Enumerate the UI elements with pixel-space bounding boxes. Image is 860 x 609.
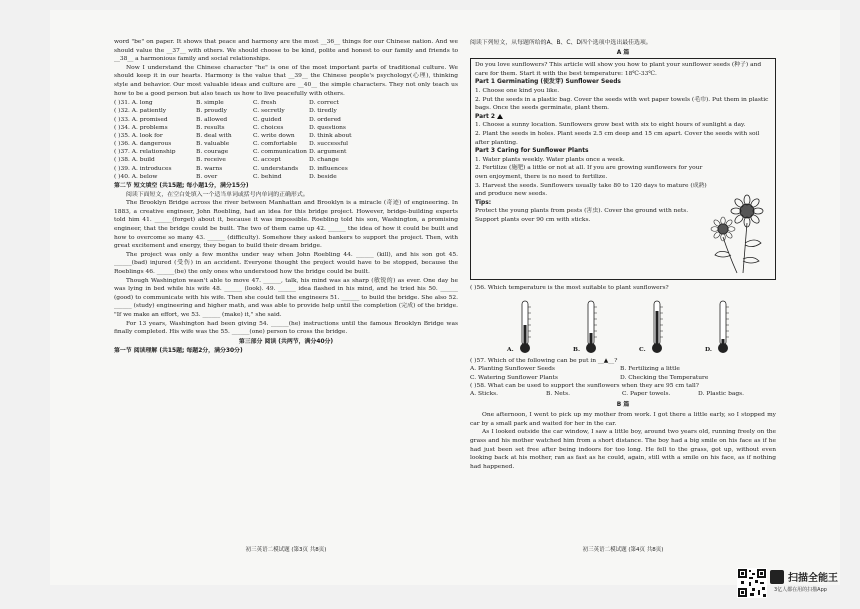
- box-line: 1. Choose a sunny location. Sunflowers grow best with six to eight hours of sunlight a day.: [475, 122, 746, 129]
- passage-paragraph: Though Washington wasn't able to move 47. ______, talk, his mind was as sharp (敏锐的) as ever. One day he was lying in bed while his wife 48. ______ (look). 49. ______ idea flashed in his mind, and he tried his 50. ______ (good) to communicate with his wife. Then she could tell the engineers 51. ______ to build the bridge. She also 52. ______ (study) engineering and higher math, and was able to provide help until the completion (完成) of the bridge. "If we make an effort, we 53. ______ (make) it," she said.: [114, 277, 458, 318]
- passage-a-title: A 篇: [616, 49, 630, 56]
- question-57: ( )57. Which of the following can be put in __▲__?: [470, 357, 618, 364]
- option-row: ( )31. A. long B. simple C. fresh D. correct: [114, 100, 339, 107]
- option-row: ( )32. A. patiently B. proudly C. secretly D. tiredly: [114, 108, 337, 115]
- box-line: 2. Put the seeds in a plastic bag. Cover the seeds with wet paper towels (毛巾). Put them in plastic bags. Once the seeds germinate, plant them.: [475, 96, 769, 112]
- page-footer: 初三英语二模试题 (第4页 共8页): [582, 547, 664, 554]
- passage-paragraph: For 13 years, Washington had been giving 54. ______(he) instructions until the famous Brooklyn Bridge was finally completed. His wife was the 55. ______(one) person to cross the bridge.: [114, 320, 458, 336]
- box-line: Support plants over 90 cm with sticks.: [475, 216, 591, 223]
- question-58: ( )58. What can be used to support the sunflowers when they are 95 cm tall?: [470, 382, 699, 389]
- box-heading: Part 3 Caring for Sunflower Plants: [475, 148, 589, 155]
- question-56: ( )56. Which temperature is the most suitable to plant sunflowers?: [470, 285, 669, 292]
- section-instruction: 阅读下列短文，从每题所给的A、B、C、D四个选项中选出最佳选项。: [470, 40, 652, 46]
- box-line: Protect the young plants from pests (害虫). Cover the ground with nets.: [475, 208, 689, 215]
- q58-options-row: A. Sticks. B. Nets. C. Paper towels. D. Plastic bags.: [470, 391, 745, 398]
- passage-paragraph: The project was only a few months under way when John Roebling 44. ______ (kill), and his son got 45. ______(bad) injured (受伤) in an accident. Everyone thought the project would have to be stopped, because the Roeblings 46. ______(be) the only ones who understood how the bridge could be built.: [114, 251, 458, 275]
- q57-options-row: C. Watering Sunflower Plants D. Checking the Temperature: [470, 374, 709, 381]
- sunflower-illustration: [707, 193, 769, 275]
- section-title: 第二节 短文填空 (共15题; 每小题1分，满分15分): [114, 183, 249, 190]
- box-line: 2. Plant the seeds in holes. Plant seeds 2.5 cm deep and 15 cm apart. Cover the seeds with soil after planting.: [475, 130, 760, 146]
- qr-code-icon: [737, 568, 767, 598]
- option-row: ( )38. A. build B. receive C. accept D. change: [114, 157, 339, 164]
- passage-paragraph: word "be" on paper. It shows that peace and harmony are the most __36__ things for our Chinese nation. And we should value the __37__ with others. We should choose to be kind, polite and honest to our family and friends to __38__ a harmonious family and social relationships.: [114, 39, 458, 63]
- options-table: [114, 99, 458, 181]
- box-line: Do you love sunflowers? This article will show you how to plant your sunflower seeds (种子) and care for them. Start it with the best temperature: 18℃-33℃.: [475, 62, 762, 77]
- section-instruction: 阅读下面短文，在空白处填入一个适当单词或括号内单词的正确形式。: [126, 191, 309, 198]
- thermometer-options: [494, 299, 758, 355]
- camscanner-logo-icon: [770, 570, 784, 584]
- thermometer-option-c: C.: [639, 299, 679, 355]
- option-row: ( )40. A. below B. over C. behind D. beside: [114, 173, 337, 180]
- box-line: 1. Water plants weekly. Water plants once a week.: [475, 156, 625, 163]
- passage-paragraph: As I looked outside the car window, I saw a little boy, around two years old, running freely on the grass and his mother watched him from a short distance. The boy had a big smile on his face as if he had just been set free after being indoors for too long. He fell to the grass, got up, without even looking back at his mother, ran as fast as he could, again, still with a smile on his face, as if nothing had happened.: [470, 429, 776, 470]
- thermometer-option-d: D.: [705, 299, 745, 355]
- box-heading: Part 1 Germinating (使发芽) Sunflower Seeds: [475, 79, 621, 86]
- passage-a-box: [470, 58, 776, 280]
- passage-paragraph: One afternoon, I went to pick up my mother from work. I got there a little early, so I stopped my car by a small park and waited for her in the car.: [470, 412, 776, 427]
- passage-paragraph: Now I understand the Chinese character "he" is one of the most important parts of traditional culture. We should keep it in our hearts. Harmony is the value that __39__ the Chinese people's psychology(心理), thinking style and behavior. Our most valuable ideas and culture are __40__ the simple characters. They not only teach us how to be a good person but also teach us how to live peacefully with others.: [114, 64, 458, 97]
- page-right: [470, 38, 776, 559]
- scanner-brand: 扫描全能王: [788, 573, 838, 584]
- part-title: 第三部分 阅读 (共两节，满分40分): [238, 338, 334, 345]
- option-row: ( )39. A. introduces B. warns C. understands D. influences: [114, 165, 348, 172]
- thermometer-option-b: B.: [573, 299, 613, 355]
- option-row: ( )37. A. relationship B. courage C. communication D. argument: [114, 149, 347, 156]
- box-line: 1. Choose one kind you like.: [475, 87, 560, 94]
- q57-options-row: A. Planting Sunflower Seeds B. Fertilizing a little: [470, 366, 680, 373]
- section-title: 第一节 阅读理解 (共15题; 每题2分，满分30分): [114, 348, 243, 355]
- option-row: ( )35. A. look for B. deal with C. write down D. think about: [114, 132, 352, 139]
- passage-paragraph: The Brooklyn Bridge across the river between Manhattan and Brooklyn is a miracle (奇迹) of engineering. In 1883, a creative engineer, John Roebling, had an idea for this bridge project. However, bridge-building experts told him 41. ______(forget) about it, because it was impossible. Roebling told his son, Washington, a promising engineer, that the bridge could be built. The two of them came up 42. ______ the idea of how it could be built and how to overcome so many 43. ______ (difficulty). Somehow they asked bankers to support the project. Then, with great excitement and energy, they began to build their dream bridge.: [114, 200, 458, 250]
- option-row: ( )34. A. problems B. results C. choices D. questions: [114, 124, 346, 131]
- scanner-tagline: 3亿人都在用的扫描App: [774, 587, 827, 593]
- box-heading: Part 2: [475, 113, 771, 122]
- triangle-blank-icon: [497, 114, 503, 119]
- page-left: [114, 38, 458, 559]
- passage-b-title: B 篇: [616, 401, 630, 408]
- scanned-sheet: [50, 10, 840, 585]
- box-line: 2. Fertilize (施肥) a little or not at all. If you are growing sunflowers for your own enjoyment, there is no need to fertilize.: [475, 165, 703, 180]
- thermometer-option-a: A.: [507, 299, 547, 355]
- option-row: ( )33. A. promised B. allowed C. guided D. ordered: [114, 116, 341, 123]
- box-heading: Tips:: [475, 199, 492, 206]
- option-row: ( )36. A. dangerous B. valuable C. comfortable D. successful: [114, 141, 349, 148]
- box-line: 3. Harvest the seeds. Sunflowers usually take 80 to 120 days to mature (成熟) and produce new seeds.: [475, 182, 707, 198]
- page-footer: 初三英语二模试题 (第3页 共8页): [245, 547, 327, 554]
